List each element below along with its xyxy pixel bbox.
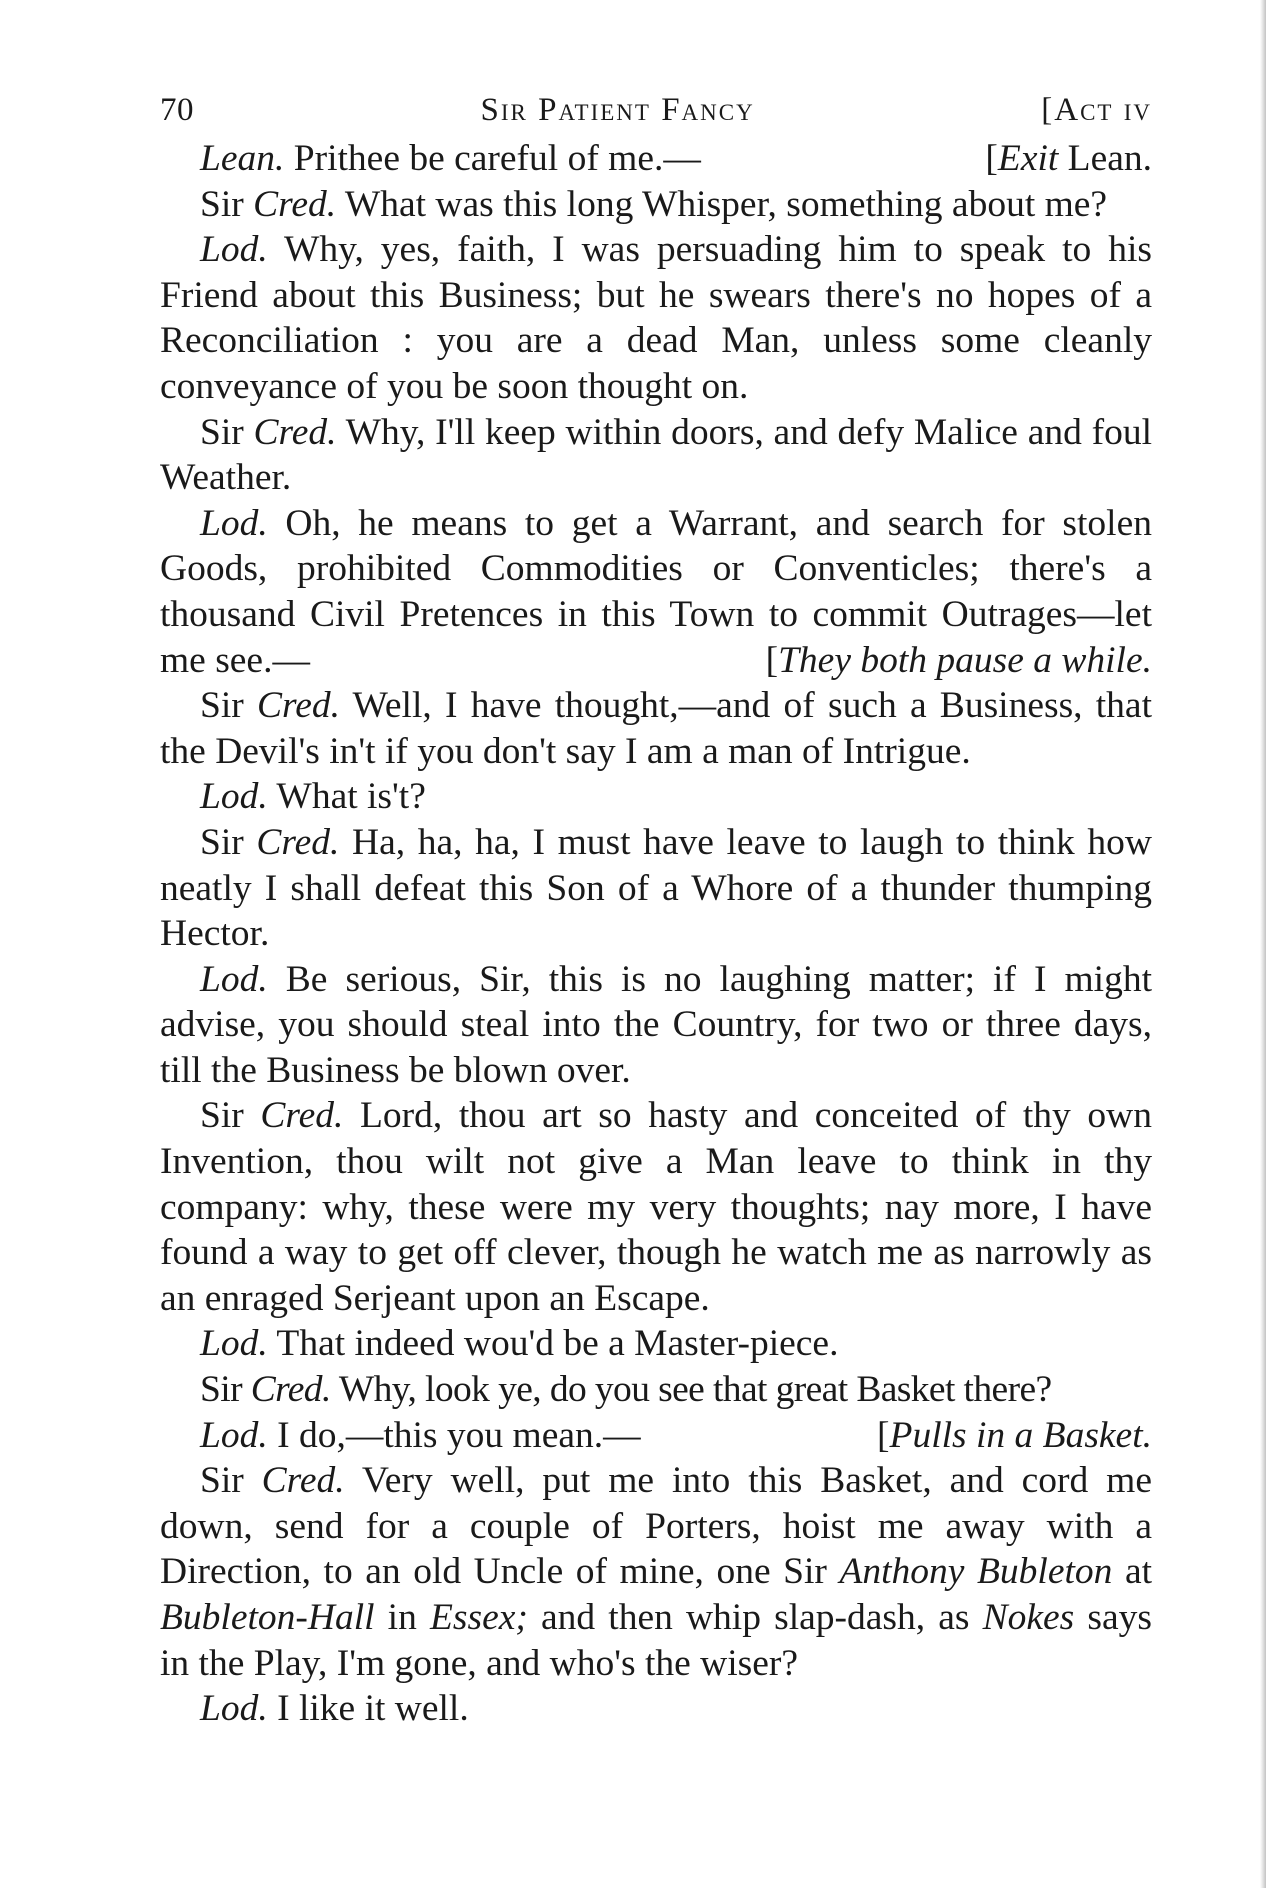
- speech-text: Lord, thou art so hasty and conceited of thy own Invention, thou wilt not give a Man leave to think in thy company: why, these were my very thoughts; nay more, I have found a way to get off clever, though he watch me as narrowly as an enraged Serjeant upon an Escape.: [160, 1095, 1152, 1319]
- speaker-name: Cred.: [261, 1460, 345, 1502]
- speech-cred: [160, 1367, 1152, 1413]
- speaker-name: Cred.: [260, 1095, 344, 1137]
- speaker-name: Cred.: [256, 821, 340, 863]
- speaker-title: Sir: [200, 411, 254, 453]
- person-name: Anthony Bubleton: [839, 1551, 1113, 1593]
- speaker-title: Sir: [200, 821, 257, 863]
- speech-text: and then whip slap-dash, as: [527, 1597, 983, 1638]
- speech-cred: [160, 820, 1152, 957]
- speaker-name: Lod.: [200, 776, 268, 818]
- speaker-name: Lod.: [200, 1323, 268, 1365]
- speaker-name: Cred.: [253, 411, 337, 453]
- speaker-name: Lean.: [200, 138, 285, 179]
- stage-direction: [837, 1413, 1152, 1459]
- direction-bracket: [: [877, 1414, 890, 1456]
- speech-text: Why, yes, faith, I was persuading him to speak to his Friend about this Business; but he swears there's no hopes of a Reconciliation : you are a dead Man, unless some cleanly conveyance of you be soon thought on.: [160, 229, 1152, 407]
- speech-text: Very well, put me into this Basket, and cord me down, send for a couple of Porters, hoist me away with a Direction, to an old Uncle of mine, one Sir: [160, 1460, 1152, 1593]
- direction-text: They both pause a while.: [778, 639, 1152, 681]
- speaker-title: Sir: [200, 1095, 261, 1137]
- speech-text: Prithee be careful of me.—: [284, 138, 701, 179]
- speech-text: Why, look ye, do you see that great Basket there?: [330, 1369, 1052, 1411]
- person-name: Nokes: [982, 1597, 1075, 1638]
- page-body: [160, 136, 1152, 1732]
- speech-text: at: [1112, 1551, 1153, 1593]
- speaker-name: Lod.: [200, 1688, 268, 1730]
- speaker-title: Sir: [200, 183, 254, 225]
- speech-lod: [160, 501, 1152, 683]
- speech-text: I do,—this you mean.—: [267, 1414, 641, 1456]
- speech-text: What is't?: [267, 776, 426, 818]
- direction-text: Lean.: [1058, 138, 1152, 179]
- direction-bracket: [: [765, 639, 779, 681]
- place-name: Essex;: [429, 1597, 528, 1638]
- speaker-title: Sir: [200, 1460, 262, 1502]
- place-name: Bubleton-Hall: [160, 1597, 375, 1638]
- speaker-title: Sir: [200, 685, 257, 727]
- speech-text: in: [374, 1597, 430, 1638]
- speaker-name: Cred.: [256, 685, 340, 727]
- direction-bracket: [: [985, 138, 998, 179]
- speaker-name: Cred.: [253, 183, 337, 225]
- act-marker: [Act iv: [1041, 92, 1152, 128]
- speech-text: Be serious, Sir, this is no laughing matter; if I might advise, you should steal into the Country, for two or three days, till the Business be blown over.: [160, 958, 1152, 1091]
- speech-cred: [160, 182, 1152, 228]
- speech-text: Ha, ha, ha, I must have leave to laugh to think how neatly I shall defeat this Son of a Whore of a thunder thumping Hector.: [160, 821, 1152, 955]
- speech-text: Why, I'll keep within doors, and defy Malice and foul Weather.: [160, 411, 1152, 499]
- speech-cred: [160, 1458, 1152, 1686]
- speaker-name: Cred.: [250, 1369, 331, 1411]
- speaker-name: Lod.: [200, 958, 268, 1000]
- speech-text: Well, I have thought,—and of such a Business, that the Devil's in't if you don't say I am a man of Intrigue.: [160, 685, 1152, 772]
- speech-lod: [160, 957, 1152, 1094]
- speech-cred: [160, 1093, 1152, 1321]
- speech-text: I like it well.: [267, 1688, 469, 1730]
- speech-text: What was this long Whisper, something about me?: [336, 183, 1108, 225]
- direction-text: Pulls in a Basket.: [889, 1414, 1152, 1456]
- speech-lod: [160, 1686, 1152, 1732]
- speech-text: That indeed wou'd be a Master-piece.: [267, 1323, 839, 1365]
- speech-lod: [160, 774, 1152, 820]
- direction-text: Exit: [997, 138, 1059, 179]
- page-number: 70: [160, 92, 194, 128]
- speaker-title: Sir: [200, 1369, 251, 1411]
- running-head: [160, 92, 1152, 138]
- speaker-name: Lod.: [200, 1414, 268, 1456]
- page-edge-shadow: [1256, 0, 1266, 1888]
- stage-direction: [726, 638, 1152, 684]
- speech-text: says in the Play, I'm gone, and who's the wiser?: [160, 1597, 1152, 1684]
- running-title: Sir Patient Fancy: [480, 92, 755, 128]
- speech-cred: [160, 410, 1152, 501]
- speaker-name: Lod.: [200, 502, 268, 544]
- speech-cred: [160, 683, 1152, 774]
- speech-lod: [160, 1321, 1152, 1367]
- book-page: [160, 92, 1152, 1732]
- speech-lean: [160, 136, 1152, 182]
- speech-lod: [160, 227, 1152, 409]
- stage-direction: [945, 136, 1152, 182]
- speech-lod: [160, 1413, 1152, 1459]
- speech-text: Oh, he means to get a Warrant, and search for stolen Goods, prohibited Commodities or Conventicles; there's a thousand Civil Pretences in this Town to commit Outrages—let me see.—: [160, 502, 1152, 681]
- speaker-name: Lod.: [200, 229, 268, 271]
